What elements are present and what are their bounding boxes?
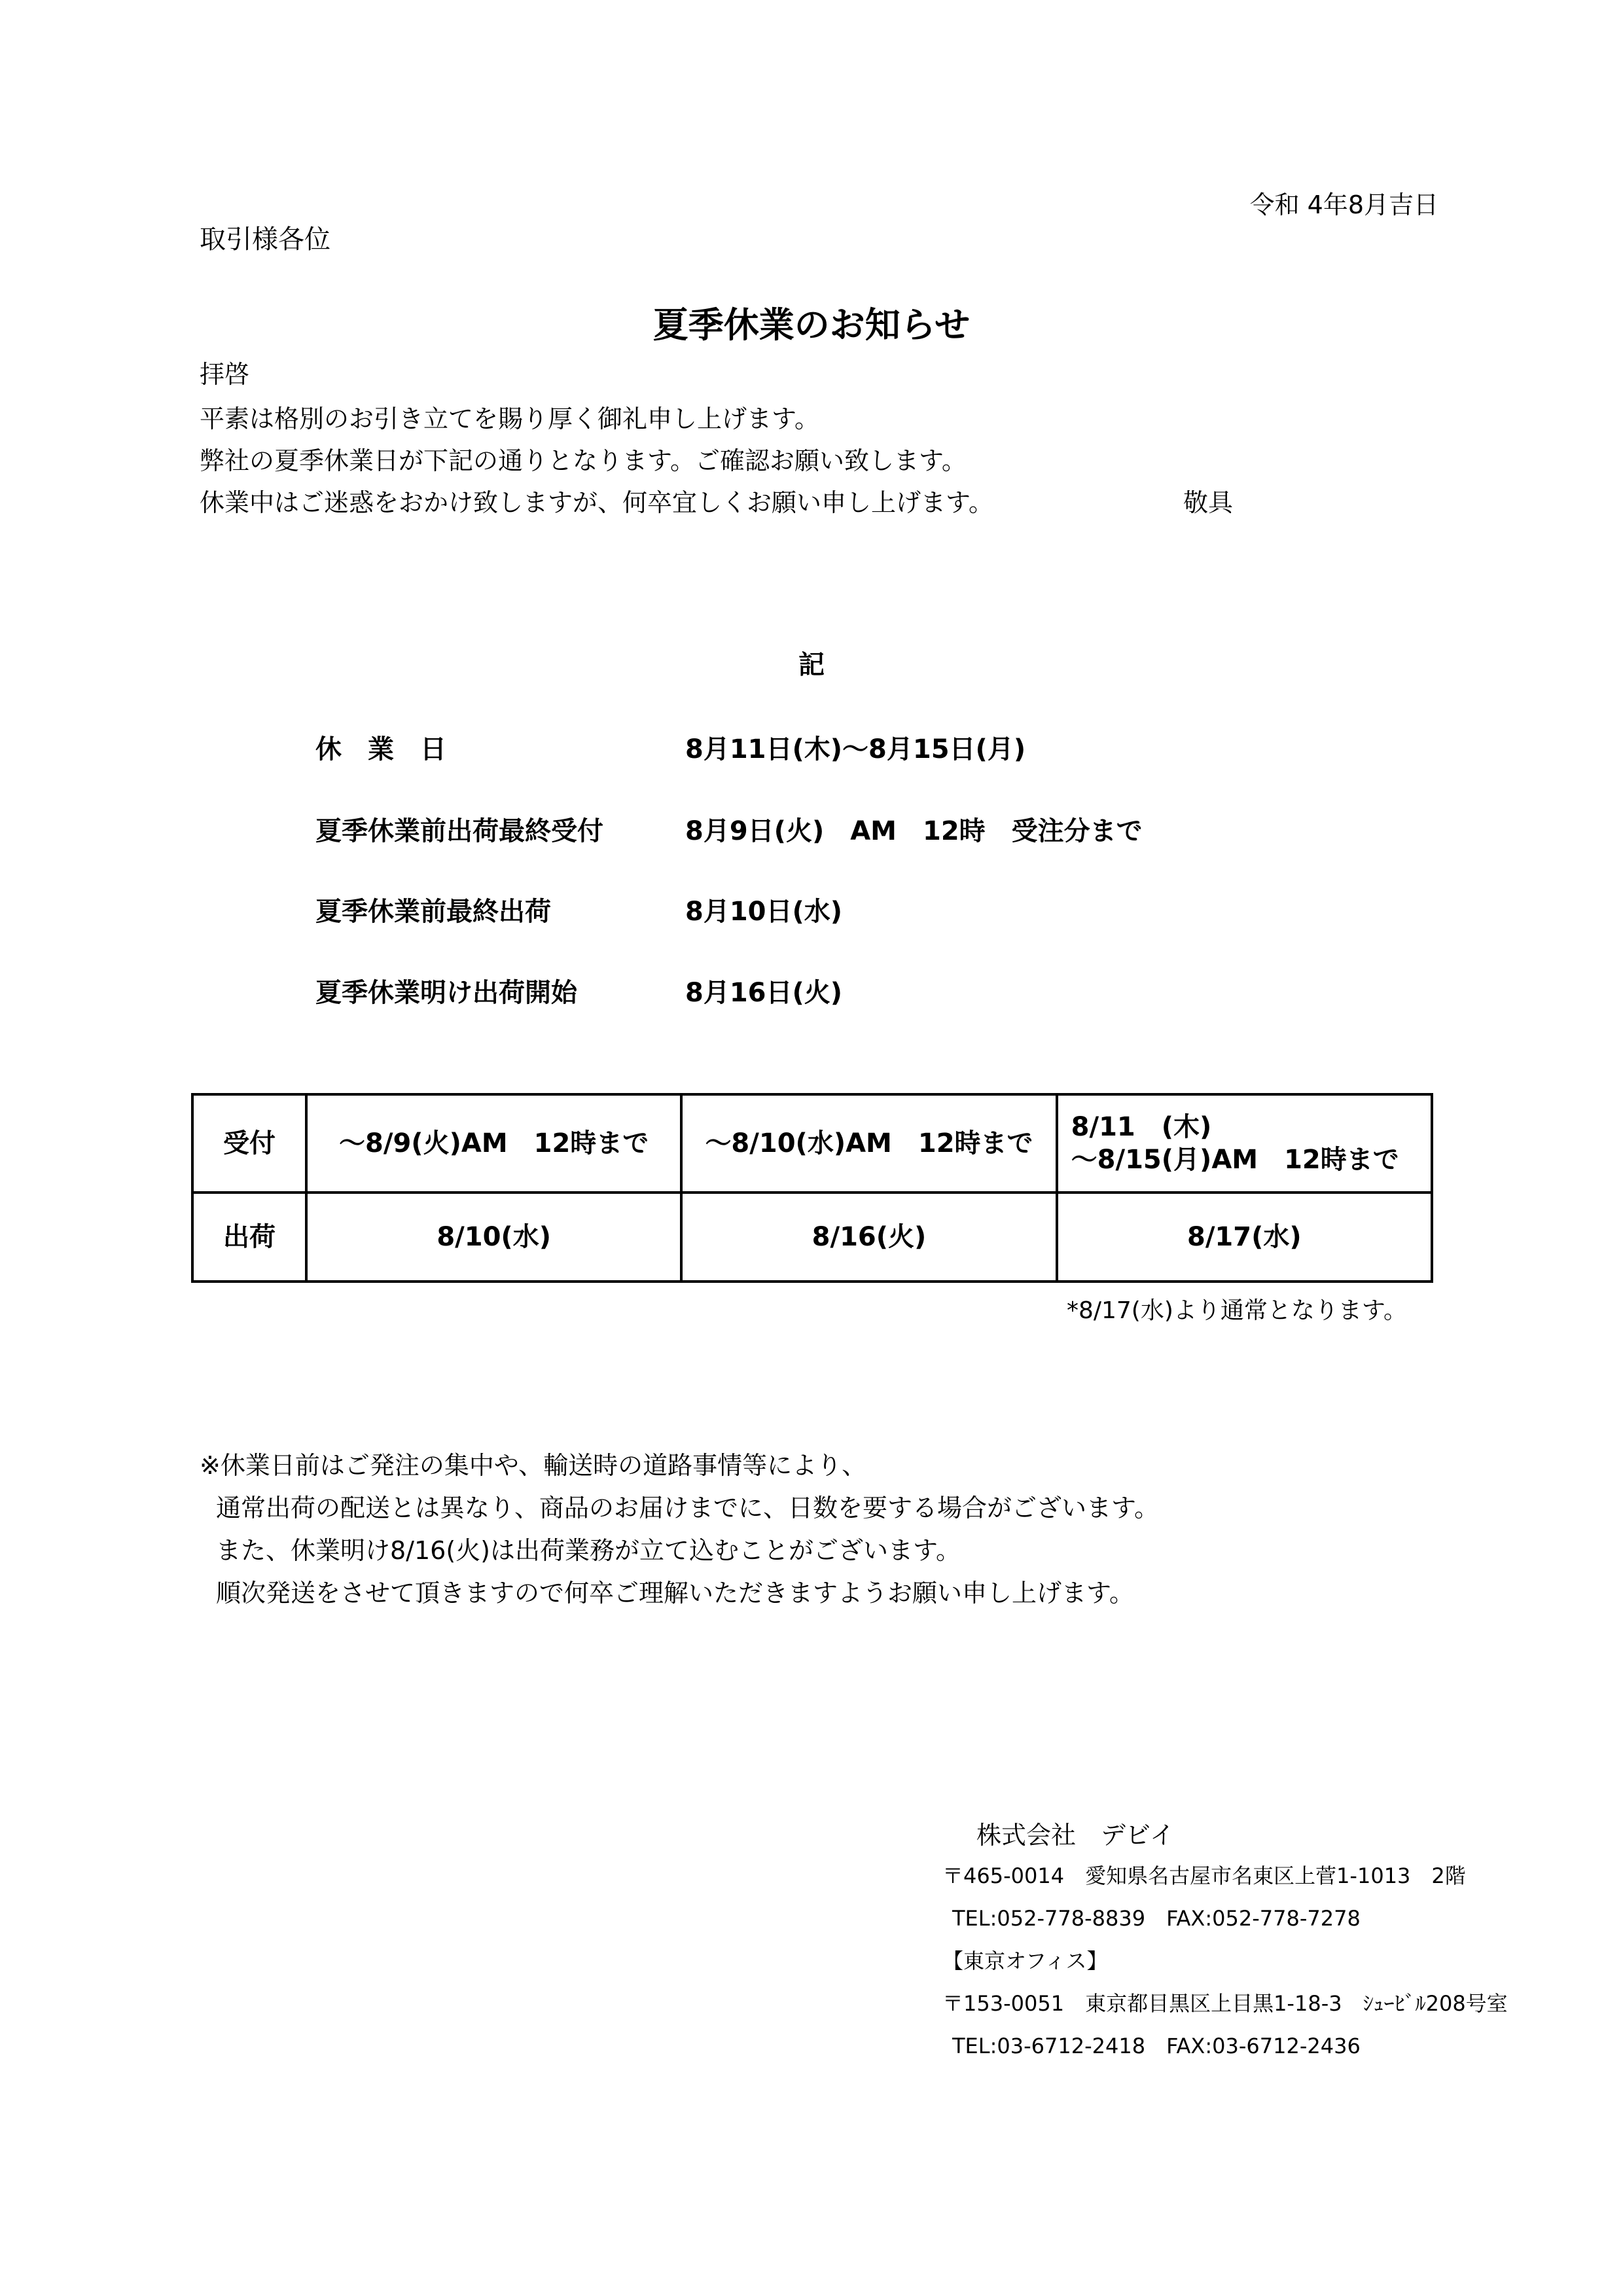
table-cell: ～8/10(水)AM 12時まで (681, 1094, 1056, 1193)
letter-closing: 敬具 (1183, 488, 1234, 517)
schedule-value-closed-days: 8月11日(木)～8月15日(月) (685, 734, 1026, 764)
letter-paragraph: 弊社の夏季休業日が下記の通りとなります。ご確認お願い致します。 (200, 446, 967, 475)
letter-paragraph: 休業中はご迷惑をおかけ致しますが、何卒宜しくお願い申し上げます。 (200, 488, 993, 517)
table-cell-line: 8/11 (木) (1071, 1112, 1212, 1142)
notice-line: 通常出荷の配送とは異なり、商品のお届けまでに、日数を要する場合がございます。 (216, 1494, 1159, 1522)
table-row-header: 受付 (192, 1094, 306, 1193)
table-cell: ～8/9(火)AM 12時まで (306, 1094, 681, 1193)
company-address-line: 〒153-0051 東京都目黒区上目黒1-18-3 ｼｭｰﾋﾞﾙ208号室 (942, 1991, 1508, 2016)
table-note: *8/17(水)より通常となります。 (1066, 1297, 1407, 1324)
table-cell: 8/10(水) (306, 1193, 681, 1282)
table-cell-line: ～8/15(月)AM 12時まで (1071, 1145, 1399, 1175)
company-name: 株式会社 デビイ (976, 1821, 1175, 1850)
company-address-line: 〒465-0014 愛知県名古屋市名東区上菅1-1013 2階 (942, 1863, 1466, 1888)
schedule-value-resume-shipping: 8月16日(火) (685, 978, 843, 1008)
company-office-heading: 【東京オフィス】 (942, 1948, 1108, 1973)
greeting: 拝啓 (200, 360, 250, 389)
table-row (192, 1094, 1432, 1193)
notice-line: また、休業明け8/16(火)は出荷業務が立て込むことがございます。 (216, 1536, 961, 1565)
table-cell (1057, 1094, 1432, 1193)
schedule-label-resume-shipping: 夏季休業明け出荷開始 (315, 978, 577, 1008)
table-cell: 8/17(水) (1057, 1193, 1432, 1282)
page-title: 夏季休業のお知らせ (652, 304, 971, 346)
letter-paragraph: 平素は格別のお引き立てを賜り厚く御礼申し上げます。 (200, 404, 819, 433)
notice-line: 順次発送をさせて頂きますので何卒ご理解いただきますようお願い申し上げます。 (216, 1579, 1134, 1607)
company-phone-line: TEL:03-6712-2418 FAX:03-6712-2436 (952, 2034, 1361, 2058)
schedule-label-last-shipment: 夏季休業前最終出荷 (315, 897, 551, 927)
schedule-value-last-order: 8月9日(火) AM 12時 受注分まで (685, 816, 1143, 846)
table-cell: 8/16(火) (681, 1193, 1056, 1282)
addressee: 取引様各位 (200, 224, 330, 255)
table-row (192, 1193, 1432, 1282)
company-phone-line: TEL:052-778-8839 FAX:052-778-7278 (952, 1906, 1361, 1931)
schedule-label-closed-days: 休 業 日 (315, 734, 446, 764)
shipping-schedule-table (191, 1093, 1433, 1283)
notice-line: ※休業日前はご発注の集中や、輸送時の道路事情等により、 (200, 1451, 867, 1480)
schedule-label-last-order: 夏季休業前出荷最終受付 (315, 816, 603, 846)
schedule-value-last-shipment: 8月10日(水) (685, 897, 843, 927)
table-row-header: 出荷 (192, 1193, 306, 1282)
document-date: 令和 4年8月吉日 (1249, 190, 1438, 219)
record-heading: 記 (798, 650, 825, 680)
